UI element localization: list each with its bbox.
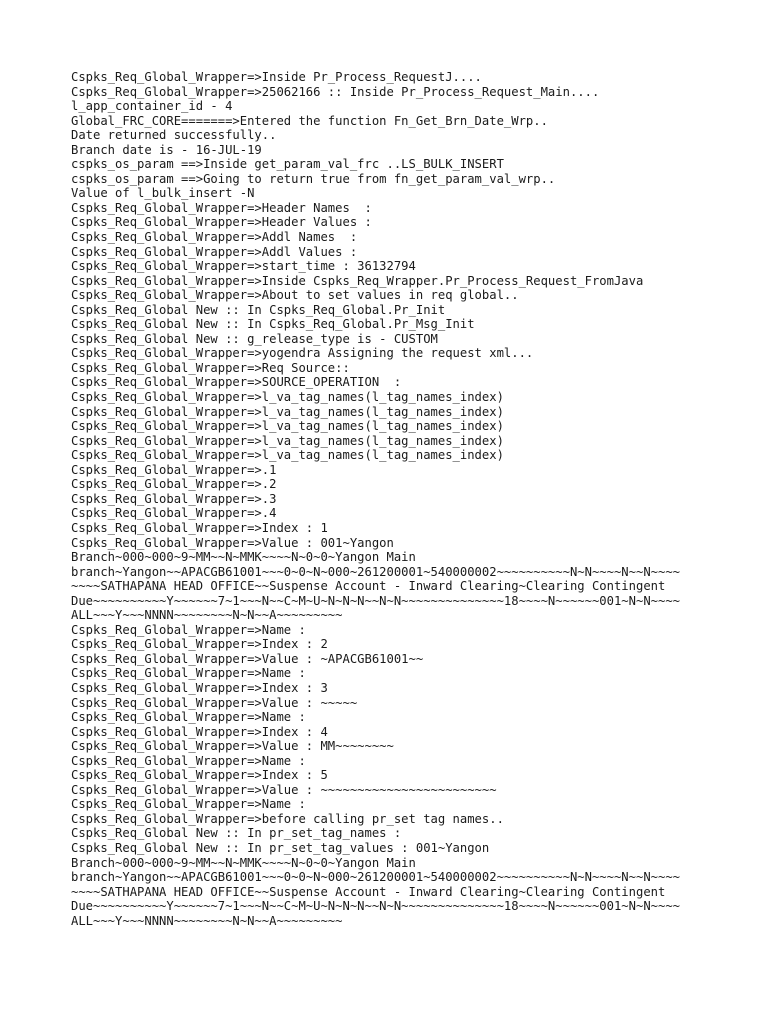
log-line: cspks_os_param ==>Going to return true from fn_get_param_val_wrp.. [71, 171, 556, 186]
log-line: Cspks_Req_Global_Wrapper=>Index : 3 [71, 680, 328, 695]
log-line: cspks_os_param ==>Inside get_param_val_frc ..LS_BULK_INSERT [71, 157, 504, 172]
log-line: Cspks_Req_Global_Wrapper=>Value : 001~Yangon [71, 535, 394, 550]
log-line: Cspks_Req_Global_Wrapper=>Name : [71, 753, 306, 768]
log-line: ~~~~SATHAPANA HEAD OFFICE~~Suspense Account - Inward Clearing~Clearing Contingent [71, 579, 666, 594]
log-line: Cspks_Req_Global New :: g_release_type is - CUSTOM [71, 331, 438, 346]
log-line: Cspks_Req_Global_Wrapper=>Index : 5 [71, 768, 328, 783]
log-line: Cspks_Req_Global_Wrapper=>Header Values : [71, 215, 372, 230]
log-line: Due~~~~~~~~~~Y~~~~~~7~1~~~N~~C~M~U~N~N~N~~N~N~~~~~~~~~~~~~~18~~~~N~~~~~~001~N~N~~~~ [71, 899, 681, 914]
log-line: Cspks_Req_Global_Wrapper=>yogendra Assigning the request xml... [71, 346, 534, 361]
log-line: Cspks_Req_Global_Wrapper=>l_va_tag_names(l_tag_names_index) [71, 433, 504, 448]
log-line: Branch~000~000~9~MM~~N~MMK~~~~N~0~0~Yangon Main [71, 855, 416, 870]
log-line: Cspks_Req_Global_Wrapper=>.4 [71, 506, 277, 521]
log-line: Cspks_Req_Global_Wrapper=>before calling pr_set tag names.. [71, 811, 504, 826]
log-line: Cspks_Req_Global_Wrapper=>l_va_tag_names(l_tag_names_index) [71, 404, 504, 419]
log-line: Cspks_Req_Global New :: In pr_set_tag_names : [71, 826, 402, 841]
log-line: Cspks_Req_Global_Wrapper=>start_time : 36132794 [71, 259, 416, 274]
log-line: l_app_container_id - 4 [71, 99, 233, 114]
log-line: branch~Yangon~~APACGB61001~~~0~0~N~000~261200001~540000002~~~~~~~~~~N~N~~~~N~~N~~~~ [71, 870, 681, 885]
log-line: Cspks_Req_Global_Wrapper=>Inside Cspks_Req_Wrapper.Pr_Process_Request_FromJava [71, 273, 644, 288]
log-line: Cspks_Req_Global_Wrapper=>l_va_tag_names(l_tag_names_index) [71, 390, 504, 405]
log-line: Cspks_Req_Global_Wrapper=>Value : ~APACGB61001~~ [71, 651, 424, 666]
log-line: Cspks_Req_Global_Wrapper=>About to set values in req global.. [71, 288, 519, 303]
log-line: Cspks_Req_Global_Wrapper=>.1 [71, 462, 277, 477]
log-line: Date returned successfully.. [71, 128, 277, 143]
log-line: Global_FRC_CORE=======>Entered the function Fn_Get_Brn_Date_Wrp.. [71, 113, 548, 128]
log-line: Cspks_Req_Global_Wrapper=>25062166 :: Inside Pr_Process_Request_Main.... [71, 84, 600, 99]
log-line: branch~Yangon~~APACGB61001~~~0~0~N~000~261200001~540000002~~~~~~~~~~N~N~~~~N~~N~~~~ [71, 564, 681, 579]
log-line: Cspks_Req_Global_Wrapper=>Value : MM~~~~~~~~ [71, 739, 394, 754]
log-line: Cspks_Req_Global_Wrapper=>Index : 4 [71, 724, 328, 739]
log-line: Cspks_Req_Global_Wrapper=>Req Source:: [71, 360, 350, 375]
log-line: Cspks_Req_Global_Wrapper=>l_va_tag_names(l_tag_names_index) [71, 419, 504, 434]
log-line: Cspks_Req_Global_Wrapper=>Name : [71, 710, 306, 725]
log-line: Cspks_Req_Global_Wrapper=>.2 [71, 477, 277, 492]
log-line: Cspks_Req_Global_Wrapper=>Addl Names : [71, 230, 358, 245]
log-line: Cspks_Req_Global_Wrapper=>Name : [71, 622, 306, 637]
log-line: Cspks_Req_Global_Wrapper=>Name : [71, 666, 306, 681]
log-line: Cspks_Req_Global_Wrapper=>Header Names : [71, 200, 372, 215]
log-line: Branch~000~000~9~MM~~N~MMK~~~~N~0~0~Yangon Main [71, 550, 416, 565]
log-line: Cspks_Req_Global_Wrapper=>Index : 1 [71, 520, 328, 535]
log-line: Cspks_Req_Global_Wrapper=>SOURCE_OPERATION : [71, 375, 402, 390]
log-line: Cspks_Req_Global_Wrapper=>l_va_tag_names(l_tag_names_index) [71, 448, 504, 463]
log-line: Cspks_Req_Global New :: In Cspks_Req_Global.Pr_Init [71, 302, 446, 317]
log-line: ALL~~~Y~~~NNNN~~~~~~~~N~N~~A~~~~~~~~~ [71, 608, 343, 623]
log-line: Cspks_Req_Global New :: In Cspks_Req_Global.Pr_Msg_Init [71, 317, 475, 332]
log-line: Value of l_bulk_insert -N [71, 186, 255, 201]
log-line: Cspks_Req_Global_Wrapper=>Addl Values : [71, 244, 358, 259]
log-line: Cspks_Req_Global_Wrapper=>Value : ~~~~~~~~~~~~~~~~~~~~~~~~ [71, 782, 497, 797]
log-line: Cspks_Req_Global_Wrapper=>Value : ~~~~~ [71, 695, 358, 710]
log-line: Cspks_Req_Global_Wrapper=>Index : 2 [71, 637, 328, 652]
log-line: Due~~~~~~~~~~Y~~~~~~7~1~~~N~~C~M~U~N~N~N~~N~N~~~~~~~~~~~~~~18~~~~N~~~~~~001~N~N~~~~ [71, 593, 681, 608]
log-line: Cspks_Req_Global_Wrapper=>.3 [71, 491, 277, 506]
log-line: ALL~~~Y~~~NNNN~~~~~~~~N~N~~A~~~~~~~~~ [71, 913, 343, 928]
log-line: Cspks_Req_Global New :: In pr_set_tag_values : 001~Yangon [71, 840, 490, 855]
log-line: Cspks_Req_Global_Wrapper=>Inside Pr_Process_RequestJ.... [71, 70, 482, 84]
log-line: Branch date is - 16-JUL-19 [71, 142, 262, 157]
log-line: ~~~~SATHAPANA HEAD OFFICE~~Suspense Account - Inward Clearing~Clearing Contingent [71, 884, 666, 899]
log-text-block [71, 70, 761, 928]
log-line: Cspks_Req_Global_Wrapper=>Name : [71, 797, 306, 812]
